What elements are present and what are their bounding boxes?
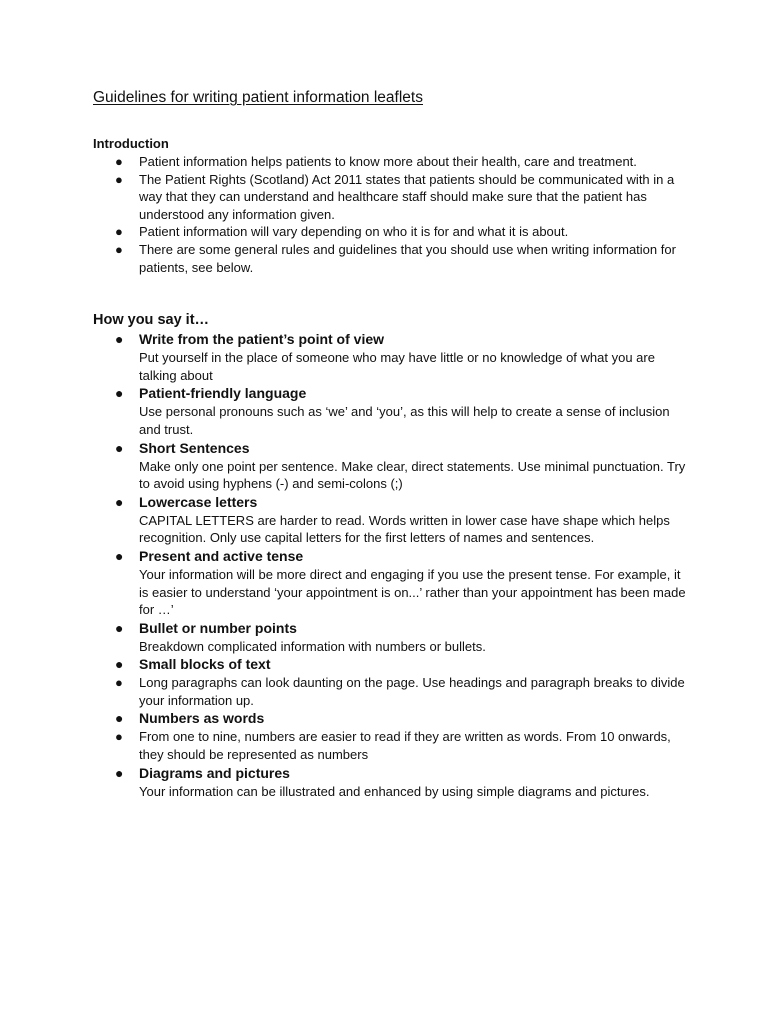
tip-item xyxy=(93,764,693,801)
bullet-icon: ● xyxy=(115,656,124,673)
bullet-icon: ● xyxy=(115,439,124,456)
tip-body: Make only one point per sentence. Make clear, direct statements. Use minimal punctuation. Try to avoid using hyphens (-) and semi-colons (;) xyxy=(139,458,686,492)
bullet-icon: ● xyxy=(115,154,123,169)
bullet-icon: ● xyxy=(115,675,123,691)
tip-heading: Patient-friendly language xyxy=(139,385,307,402)
introduction-heading: Introduction xyxy=(93,136,169,151)
tip-body: Breakdown complicated information with numbers or bullets. xyxy=(139,638,486,654)
bullet-icon: ● xyxy=(115,619,124,636)
tip-item xyxy=(93,655,693,709)
list-item: ● There are some general rules and guidelines that you should use when writing information for patients, see below. xyxy=(115,241,676,275)
tip-item xyxy=(93,709,693,763)
bullet-icon: ● xyxy=(115,171,123,187)
bullet-icon: ● xyxy=(115,729,123,745)
tip-heading: Lowercase letters xyxy=(139,493,258,510)
list-item: ● The Patient Rights (Scotland) Act 2011 states that patients should be communicated with in a way that they can understand and healthcare staff should make sure that the patient has understood any information given. xyxy=(115,171,675,222)
bullet-icon: ● xyxy=(115,493,124,510)
list-item: ● Patient information will vary depending on who it is for and what it is about. xyxy=(115,224,569,240)
tip-sub-item xyxy=(115,728,693,763)
tip-heading: Short Sentences xyxy=(139,439,250,456)
document-title: Guidelines for writing patient information leaflets xyxy=(93,89,423,106)
introduction-list xyxy=(93,153,693,276)
tip-heading: Small blocks of text xyxy=(139,656,271,673)
list-item: ● Patient information helps patients to know more about their health, care and treatment. xyxy=(115,154,637,169)
tip-body: Put yourself in the place of someone who may have little or no knowledge of what you are talking about xyxy=(139,350,655,383)
tip-body: Use personal pronouns such as ‘we’ and ‘you’, as this will help to create a sense of inclusion and trust. xyxy=(139,404,670,437)
bullet-icon: ● xyxy=(115,331,124,348)
tips-list xyxy=(93,330,693,800)
tip-body: From one to nine, numbers are easier to read if they are written as words. From 10 onwards, they should be represented as numbers xyxy=(139,729,671,763)
bullet-icon: ● xyxy=(115,547,124,564)
tip-heading: Present and active tense xyxy=(139,547,304,564)
bullet-icon: ● xyxy=(115,764,124,781)
document-page xyxy=(93,88,693,800)
tip-body: Your information can be illustrated and enhanced by using simple diagrams and pictures. xyxy=(139,783,650,799)
tip-heading: Write from the patient’s point of view xyxy=(139,331,385,348)
how-you-say-it-heading: How you say it… xyxy=(93,312,210,329)
tip-body: Your information will be more direct and engaging if you use the present tense. For example, it is easier to understand ‘your appointment is on...’ rather than your appointment has been made for …’ xyxy=(139,566,686,618)
tip-heading: Numbers as words xyxy=(139,710,265,727)
tip-sub-item xyxy=(115,674,693,709)
tip-heading: Bullet or number points xyxy=(139,619,297,636)
tip-body: CAPITAL LETTERS are harder to read. Words written in lower case have shape which helps recognition. Only use capital letters for the first letters of names and sentences. xyxy=(139,512,670,546)
tip-body: Long paragraphs can look daunting on the page. Use headings and paragraph breaks to divide your information up. xyxy=(139,675,685,708)
tip-item xyxy=(93,493,693,547)
tip-item xyxy=(93,439,693,493)
bullet-icon: ● xyxy=(115,241,123,257)
tip-item xyxy=(93,330,693,384)
tip-item xyxy=(93,547,693,619)
tip-item xyxy=(93,619,693,656)
tip-heading: Diagrams and pictures xyxy=(139,764,290,781)
bullet-icon: ● xyxy=(115,385,124,402)
tip-item xyxy=(93,384,693,438)
bullet-icon: ● xyxy=(115,710,124,727)
bullet-icon: ● xyxy=(115,224,123,240)
